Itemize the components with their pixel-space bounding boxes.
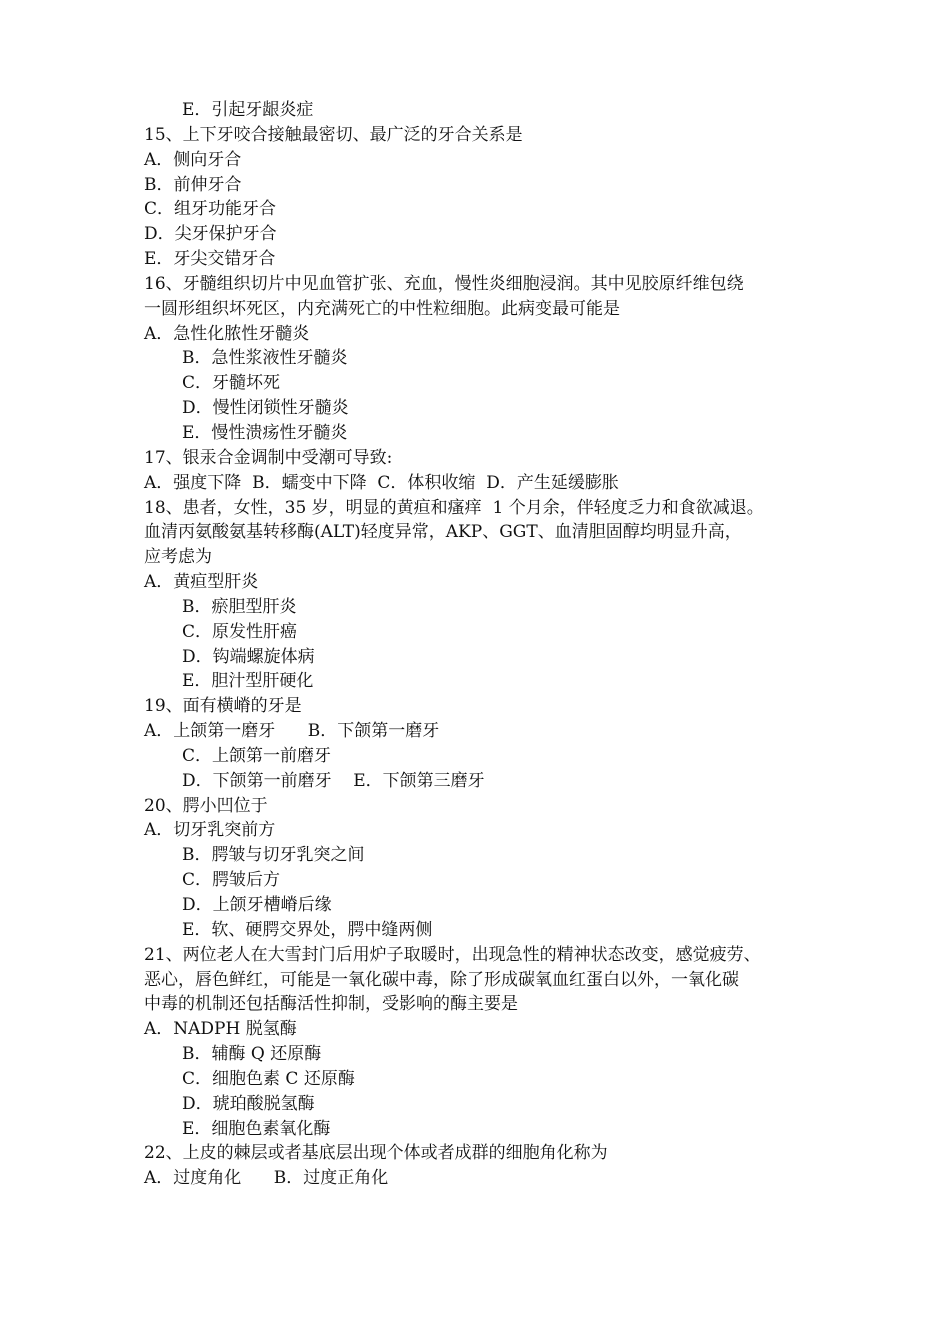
text-line: C．组牙功能牙合 bbox=[144, 199, 277, 220]
text-line: 应考虑为 bbox=[144, 547, 212, 568]
text-line: 16、牙髓组织切片中见血管扩张、充血，慢性炎细胞浸润。其中见胶原纤维包绕 bbox=[144, 273, 744, 294]
text-line: C．腭皱后方 bbox=[182, 870, 281, 891]
text-line: A．上颌第一磨牙 B．下颌第一磨牙 bbox=[144, 721, 440, 742]
text-line: B．辅酶 Q 还原酶 bbox=[182, 1044, 322, 1065]
text-line: B．腭皱与切牙乳突之间 bbox=[182, 845, 365, 866]
text-line: 15、上下牙咬合接触最密切、最广泛的牙合关系是 bbox=[144, 124, 523, 145]
text-line: D．琥珀酸脱氢酶 bbox=[182, 1093, 315, 1114]
text-line: C．原发性肝癌 bbox=[182, 621, 298, 642]
text-line: E．软、硬腭交界处，腭中缝两侧 bbox=[182, 919, 433, 940]
text-line: D．尖牙保护牙合 bbox=[144, 224, 277, 245]
text-line: 一圆形组织坏死区，内充满死亡的中性粒细胞。此病变最可能是 bbox=[144, 298, 620, 319]
text-line: C．细胞色素 C 还原酶 bbox=[182, 1068, 355, 1089]
text-line: 19、面有横嵴的牙是 bbox=[144, 696, 302, 717]
text-line: 21、两位老人在大雪封门后用炉子取暖时，出现急性的精神状态改变，感觉疲劳、 bbox=[144, 944, 761, 965]
text-line: E．胆汁型肝硬化 bbox=[182, 671, 314, 692]
text-line: 18、患者，女性，35 岁，明显的黄疸和瘙痒 1 个月余，伴轻度乏力和食欲减退。 bbox=[144, 497, 764, 518]
text-line: 血清丙氨酸氨基转移酶(ALT)轻度异常，AKP、GGT、血清胆固醇均明显升高， bbox=[144, 522, 742, 543]
text-line: 20、腭小凹位于 bbox=[144, 795, 268, 816]
text-line: A．侧向牙合 bbox=[144, 149, 242, 170]
text-line: A．过度角化 B．过度正角化 bbox=[144, 1168, 389, 1189]
text-line: C．牙髓坏死 bbox=[182, 373, 281, 394]
text-line: A．强度下降 B．蠕变中下降 C．体积收缩 D．产生延缓膨胀 bbox=[144, 472, 619, 493]
text-line: C．上颌第一前磨牙 bbox=[182, 745, 332, 766]
document-page bbox=[0, 98, 950, 1191]
text-line: A．急性化脓性牙髓炎 bbox=[144, 323, 310, 344]
text-line: D．上颌牙槽嵴后缘 bbox=[182, 895, 332, 915]
text-line: A．NADPH 脱氢酶 bbox=[144, 1019, 297, 1040]
text-line: D．慢性闭锁性牙髓炎 bbox=[182, 398, 349, 419]
text-line: 恶心，唇色鲜红，可能是一氧化碳中毒，除了形成碳氧血红蛋白以外，一氧化碳 bbox=[144, 969, 739, 990]
text-line: A．切牙乳突前方 bbox=[144, 820, 276, 841]
text-line: B．急性浆液性牙髓炎 bbox=[182, 348, 348, 369]
text-line: D．钩端螺旋体病 bbox=[182, 646, 315, 667]
text-line: E．细胞色素氧化酶 bbox=[182, 1118, 331, 1139]
text-line: E．牙尖交错牙合 bbox=[144, 249, 276, 270]
text-line: 中毒的机制还包括酶活性抑制，受影响的酶主要是 bbox=[144, 994, 518, 1015]
text-line: B．前伸牙合 bbox=[144, 174, 242, 195]
text-line: 17、银汞合金调制中受潮可导致: bbox=[144, 447, 393, 468]
text-line: B．瘀胆型肝炎 bbox=[182, 596, 297, 617]
text-line: D．下颌第一前磨牙 E．下颌第三磨牙 bbox=[182, 770, 485, 791]
text-line: E．引起牙龈炎症 bbox=[182, 100, 314, 120]
text-line: E．慢性溃疡性牙髓炎 bbox=[182, 422, 348, 443]
text-line: 22、上皮的棘层或者基底层出现个体或者成群的细胞角化称为 bbox=[144, 1143, 608, 1164]
text-line: A．黄疸型肝炎 bbox=[144, 572, 259, 593]
